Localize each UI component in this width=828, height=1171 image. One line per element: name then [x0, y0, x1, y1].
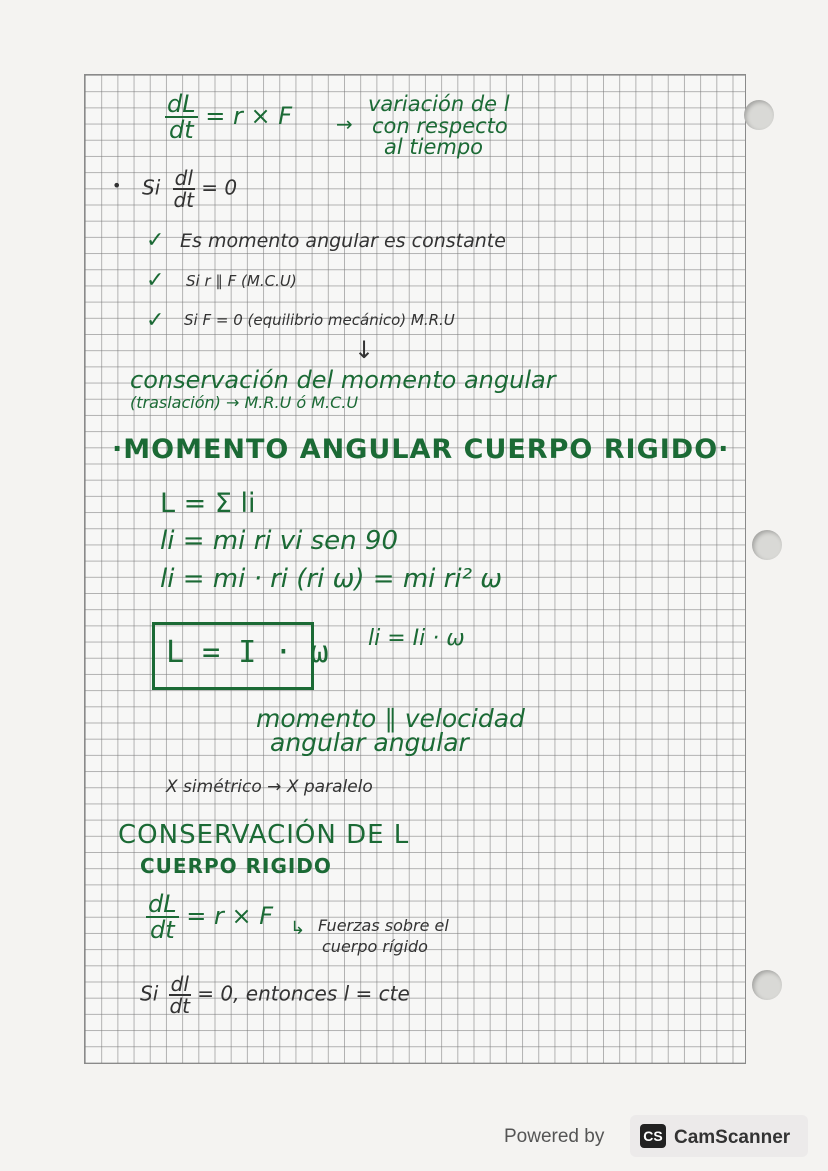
forces-arrow: ↳ — [290, 918, 306, 939]
check-mark-2: ✓ — [146, 268, 165, 293]
eq1-note-line1: variación de l — [368, 92, 510, 116]
final-numerator: dl — [170, 972, 189, 996]
camscanner-logo-icon: CS — [640, 1124, 666, 1148]
symmetry-note: X simétrico → X paralelo — [166, 777, 373, 797]
check-item-1: Es momento angular es constante — [180, 230, 506, 252]
eq1-arrow: → — [336, 112, 353, 136]
final-si: Si — [140, 981, 159, 1006]
check-mark-3: ✓ — [146, 308, 165, 333]
check-item-2: Si r ∥ F (M.C.U) — [186, 272, 297, 290]
check-item-3: Si F = 0 (equilibrio mecánico) M.R.U — [184, 311, 455, 329]
section-title-momento-angular: ·MOMENTO ANGULAR CUERPO RIGIDO· — [112, 434, 730, 465]
binder-hole-middle — [752, 530, 782, 560]
forces-note-line1: Fuerzas sobre el — [318, 916, 449, 935]
final-rhs: = 0, entonces l = cte — [197, 981, 410, 1006]
condition-numerator: dl — [174, 166, 193, 190]
eq1-rhs: = r × F — [205, 102, 293, 130]
condition-bullet: • — [112, 176, 122, 195]
condition-equation — [142, 168, 237, 210]
down-arrow: ↓ — [354, 336, 375, 364]
section-title-conservacion: CONSERVACIÓN DE L — [118, 820, 410, 850]
conservation-line2: (traslación) → M.R.U ó M.C.U — [130, 393, 359, 412]
eq1-note-line3: al tiempo — [384, 135, 484, 159]
final-condition — [140, 974, 410, 1016]
equation-dl-dt — [165, 92, 292, 142]
li-definition: li = mi ri vi sen 90 — [160, 526, 398, 556]
li-expansion: li = mi · ri (ri ω) = mi ri² ω — [160, 564, 503, 594]
l-sum-equation: L = Σ li — [160, 488, 256, 519]
eq2-numerator: dL — [148, 890, 177, 918]
binder-hole-top — [744, 100, 774, 130]
eq1-numerator: dL — [167, 90, 196, 118]
conservation-line1: conservación del momento angular — [130, 366, 556, 394]
boxed-equation: L = I · ω — [166, 635, 329, 670]
parallel-line1: momento ∥ velocidad — [256, 704, 525, 733]
eq1-denominator: dt — [168, 116, 194, 144]
camscanner-name: CamScanner — [674, 1127, 791, 1148]
eq1-note-line2: con respecto — [372, 114, 508, 138]
parallel-line2: angular angular — [270, 728, 469, 757]
eq2-rhs: = r × F — [186, 902, 274, 930]
li-inertia-equation: li = Ii · ω — [368, 626, 465, 651]
eq2-denominator: dt — [149, 916, 175, 944]
final-denominator: dt — [169, 994, 191, 1018]
condition-si: Si — [142, 175, 161, 200]
condition-rhs: = 0 — [201, 175, 238, 200]
binder-hole-bottom — [752, 970, 782, 1000]
check-mark-1: ✓ — [146, 228, 165, 253]
section-subtitle-cuerpo-rigido: CUERPO RIGIDO — [140, 854, 332, 878]
equation-conservation — [146, 892, 273, 942]
forces-note-line2: cuerpo rígido — [322, 937, 428, 956]
condition-denominator: dt — [173, 188, 195, 212]
powered-by-text: Powered by — [504, 1126, 605, 1147]
